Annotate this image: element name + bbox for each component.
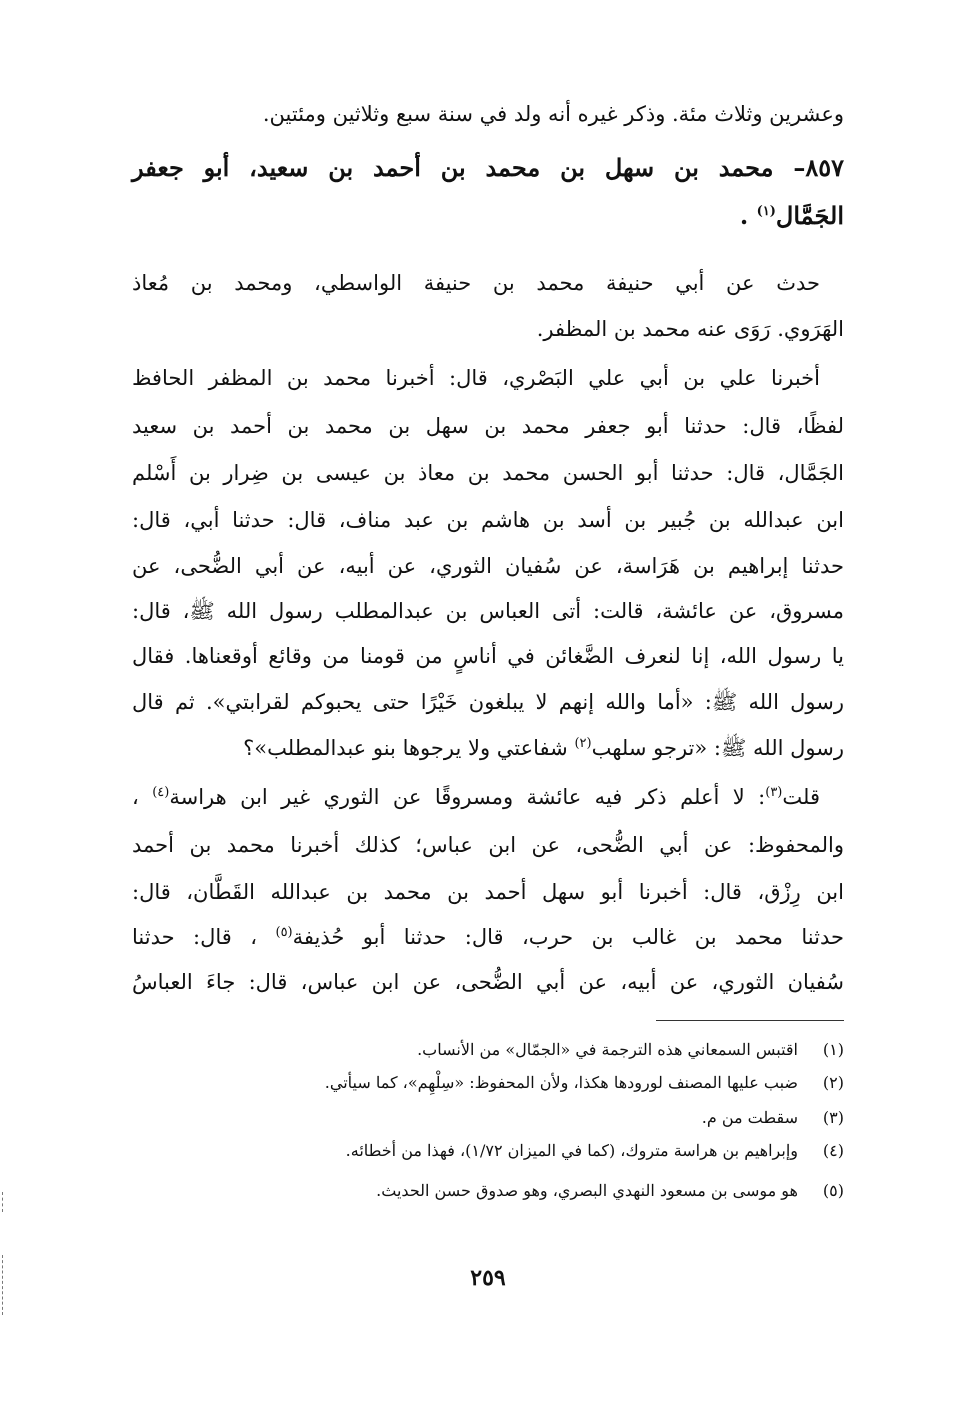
footnote-number: (٤) [822,1141,844,1160]
text-line-6-content: الجَمَّال، قال: حدثنا أبو الحسن محمد بن معاذ بن عيسى بن ضِرار بن أَسْلم [132,461,844,485]
footnote-ref-3: (٣) [765,785,783,800]
text-line-13-b: : لا أعلم ذكر فيه عائشة ومسروقًا عن الثوري غير ابن هراسة [169,785,766,809]
text-line-8-content: حدثنا إبراهيم بن هَرَاسة، عن سُفيان الثوري، عن أبيه، عن أبي الضُّحى، عن [132,554,844,578]
page-number: ٢٥٩ [470,1265,506,1291]
text-line-3 [132,316,844,343]
footnote-number: (٣) [822,1108,844,1127]
entry-heading-name: الجَمَّال [775,201,844,230]
text-line-2 [132,270,820,297]
footnote-ref-2: (٢) [574,736,592,751]
footnote-1 [132,1040,844,1061]
footnote-number: (٢) [822,1073,844,1092]
text-line-14 [132,832,844,859]
footnote-ref-4: (٤) [152,785,170,800]
footnote-text: اقتبس السمعاني هذه الترجمة في «الجمّال» من الأنساب. [417,1040,798,1059]
footnote-text: سقطت من م. [701,1108,798,1127]
text-line-1 [132,101,844,128]
text-line-11-content: رسول الله ﷺ: «أما والله إنهم لا يبلغون خَيْرًا حتى يحبوكم لقرابتي». ثم قال [132,690,844,714]
text-line-13-a: قلت [782,785,820,809]
entry-heading-line-1 [132,152,844,183]
footnote-text: ضبب عليها المصنف لورودها هكذا، ولأن المحفوظ: «سِلْهِم»، كما سيأتي. [324,1073,798,1092]
text-line-10-content: يا رسول الله، إنا لنعرف الضَّغائن في أناسٍ من قومنا من وقائع أوقعناها. فقال [132,644,844,668]
text-line-12-b: شفاعتي ولا يرجوها بنو عبدالمطلب»؟ [243,736,568,760]
footnote-number: (١) [822,1040,844,1059]
footnote-text: وإبراهيم بن هراسة متروك، (كما في الميزان ١/٧٢)، فهذا من أخطائه. [345,1141,798,1160]
text-line-17-content: سُفيان الثوري، عن أبيه، عن أبي الضُّحى، عن ابن عباس، قال: جاءَ العباسُ [132,970,844,994]
footnote-separator [656,1020,844,1021]
text-line-7-content: ابن عبدالله بن جُبير بن أسد بن هاشم بن عبد مناف، قال: حدثنا أبي، قال: [132,508,844,532]
footnote-3 [132,1108,844,1129]
footnote-4 [132,1141,844,1162]
footnote-ref-5: (٥) [275,925,293,940]
footnote-text: هو موسى بن مسعود النهدي البصري، وهو صدوق حسن الحديث. [376,1181,798,1200]
text-line-8 [132,553,844,580]
text-line-9 [132,598,844,625]
text-line-4-content: أخبرنا علي بن أبي علي البَصْري، قال: أخبرنا محمد بن المظفر الحافظ [132,366,820,390]
text-line-3-content: الهَرَوي. رَوَى عنه محمد بن المظفر. [536,317,844,341]
text-line-11 [132,689,844,716]
text-line-16-b: ، قال: حدثنا [132,925,258,949]
text-line-14-content: والمحفوظ: عن أبي الضُّحى، عن ابن عباس؛ كذلك أخبرنا محمد بن أحمد [132,833,844,857]
text-line-5 [132,413,844,440]
text-line-1-content: وعشرين وثلاث مئة. وذكر غيره أنه ولد في سنة سبع وثلاثين ومئتين. [262,102,844,126]
text-line-15-content: ابن رِزْق، قال: أخبرنا أبو سهل أحمد بن محمد بن عبدالله القَطَّان، قال: [132,880,844,904]
footnote-number: (٥) [822,1181,844,1200]
text-line-15 [132,879,844,906]
footnote-5 [132,1181,844,1202]
text-line-10 [132,643,844,670]
text-line-9-content: مسروق، عن عائشة، قالت: أتى العباس بن عبدالمطلب رسول الله ﷺ، قال: [132,599,844,623]
text-line-13 [132,784,820,811]
binding-edge-mark [2,1192,3,1212]
text-line-12 [132,735,844,762]
text-line-16-a: حدثنا محمد بن غالب بن حرب، قال: حدثنا أبو حُذيفة [292,925,844,949]
entry-heading-line-2 [132,200,844,231]
text-line-7 [132,507,844,534]
text-line-17 [132,969,844,996]
text-line-16 [132,924,844,951]
text-line-6 [132,460,844,487]
text-line-5-content: لفظًا، قال: حدثنا أبو جعفر محمد بن سهل بن محمد بن أحمد بن سعيد [132,414,844,438]
heading-end-mark: . [739,201,749,230]
footnote-ref-1: (١) [756,204,776,219]
footnote-2 [132,1073,844,1094]
text-line-4 [132,365,820,392]
text-line-2-content: حدث عن أبي حنيفة محمد بن حنيفة الواسطي، ومحمد بن مُعاذ [132,271,820,295]
text-line-12-a: رسول الله ﷺ: «ترجو سلهب [591,736,844,760]
binding-edge-mark [2,1255,3,1315]
entry-heading-text: ٨٥٧– محمد بن سهل بن محمد بن أحمد بن سعيد، أبو جعفر [132,153,844,182]
text-line-13-c: ، [132,785,139,809]
